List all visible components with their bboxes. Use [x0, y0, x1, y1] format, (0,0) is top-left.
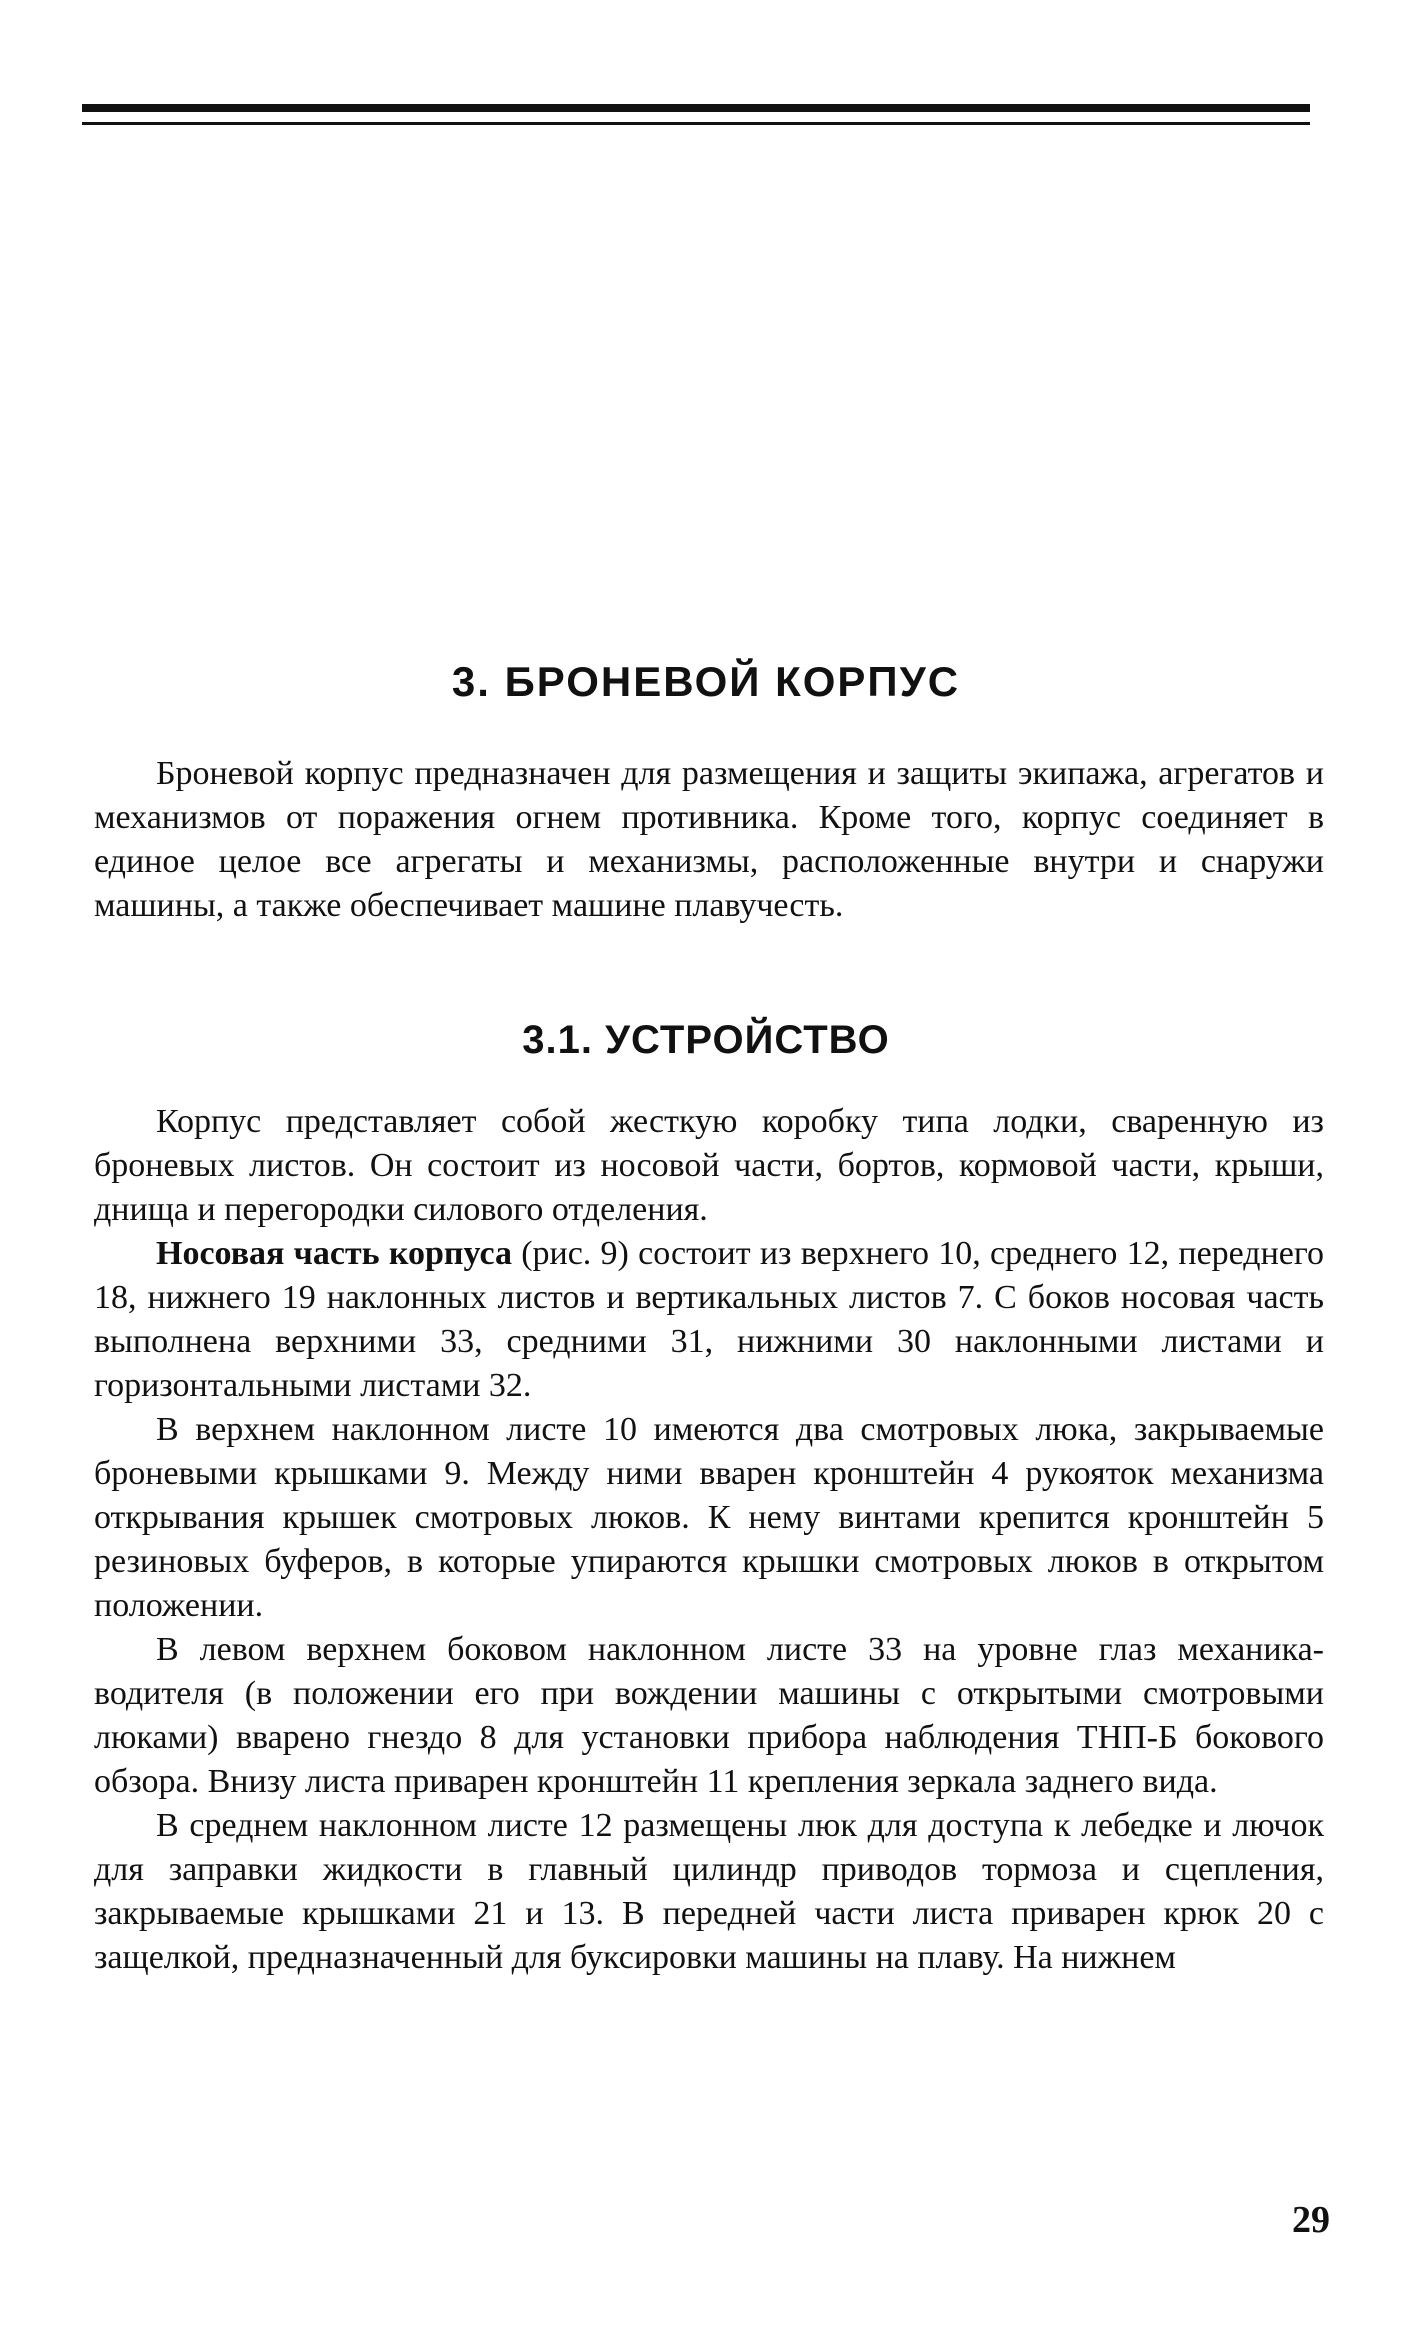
- paragraph-left-side-sheet: В левом верхнем боковом наклонном листе 33 на уровне глаз механика-водителя (в положении его при вождении машины с открытыми смотровыми люками) вварено гнездо 8 для установки прибора наблюдения ТНП-Б бокового обзора. Внизу листа приварен кронштейн 11 крепления зеркала заднего вида.: [94, 1631, 1324, 1800]
- section-title: 3.1. УСТРОЙСТВО: [522, 1018, 890, 1062]
- chapter-intro-paragraph: [94, 752, 1324, 928]
- nose-section-term: Носовая часть корпуса: [156, 1235, 512, 1272]
- page-number: 29: [1292, 2199, 1330, 2241]
- intro-text: Броневой корпус предназначен для размещения и защиты экипажа, агрегатов и механизмов от поражения огнем противника. Кроме того, корпус соединяет в единое целое все агрегаты и механизмы, расположенные внутри и снаружи машины, а также обеспечивает машине плавучесть.: [94, 755, 1324, 924]
- header-rule-thin: [82, 122, 1310, 125]
- paragraph-upper-sheet: В верхнем наклонном листе 10 имеются два смотровых люка, закрываемые броневыми крышками 9. Между ними вварен кронштейн 4 рукояток механизма открывания крышек смотровых люков. К нему винтами крепится кронштейн 5 резиновых буферов, в которые упираются крышки смотровых люков в открытом положении.: [94, 1411, 1324, 1624]
- paragraph-nose-section: [94, 1232, 1324, 1408]
- paragraph-middle-sheet: В среднем наклонном листе 12 размещены люк для доступа к лебедке и лючок для заправки жидкости в главный цилиндр приводов тормоза и сцепления, закрываемые крышками 21 и 13. В передней части листа приварен крюк 20 с защелкой, предназначенный для буксировки машины на плаву. На нижнем: [94, 1807, 1324, 1976]
- header-rule-thick: [82, 104, 1310, 112]
- paragraph-hull-overview: Корпус представляет собой жесткую коробку типа лодки, сваренную из броневых листов. Он состоит из носовой части, бортов, кормовой части, крыши, днища и перегородки силового отделения.: [94, 1103, 1324, 1228]
- nose-section-text: (рис. 9) состоит из верхнего 10, среднего 12, переднего 18, нижнего 19 наклонных листов и вертикальных листов 7. С боков носовая часть выполнена верхними 33, средними 31, нижними 30 наклонными листами и горизонтальными листами 32.: [94, 1235, 1324, 1404]
- section-body: [94, 1100, 1324, 1980]
- chapter-title: 3. БРОНЕВОЙ КОРПУС: [451, 658, 961, 705]
